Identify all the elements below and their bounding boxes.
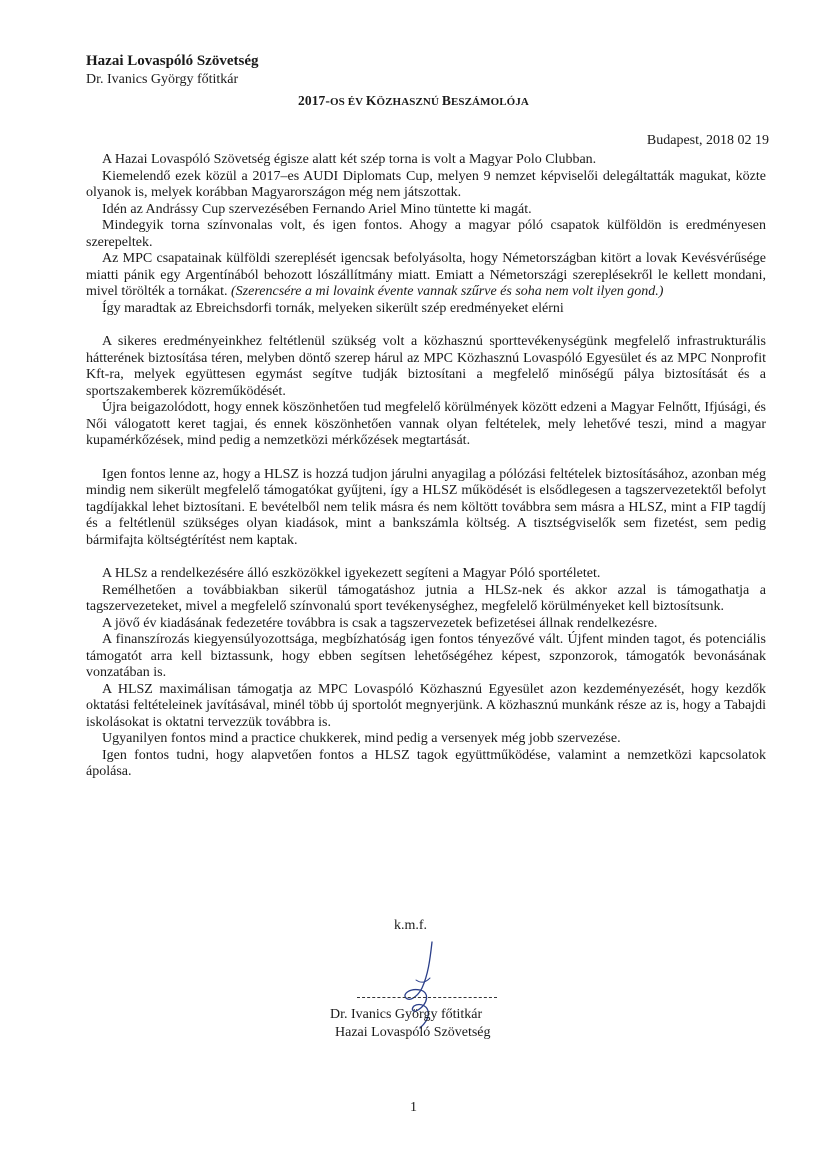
- paragraph: Igen fontos lenne az, hogy a HLSZ is hozzá tudjon járulni anyagilag a pólózási feltételek biztosításához, azonban még mindig nem sikerült megfelelő támogatókat gyűjteni, így a HLSZ működését is elsődlegesen a tagszervezetektől befolyt tagdíjakkal lehet biztosítani. E bevételből nem telik másra és nem költött továbbra sem másra a HLSZ, mint a FIP tagdíj és a feltétlenül szükséges olyan kiadások, mint a bankszámla költség. A tisztségviselők sem fizetést, sem pedig bármifajta költségtérítést nem kaptak.: [86, 466, 766, 548]
- paragraph: A sikeres eredményeinkhez feltétlenül szükség volt a közhasznú sporttevékenységünk megfelelő infrastrukturális hátterének biztosítása téren, melyben döntő szerep hárul az MPC Közhasznú Lovaspóló Egyesület és az MPC Nonprofit Kft-ra, melyek együttesen egymást segítve tudják biztosítani a megfelelő minőségű pálya biztosítását és a sportszakemberek közreműködését.: [86, 334, 766, 399]
- paragraph: A HLSZ maximálisan támogatja az MPC Lovaspóló Közhasznú Egyesület azon kezdeményezését, hogy kezdők oktatási feltételeinek javításával, minél több új sportolót megnyerjünk. A közhasznú munkánk része az is, hogy a Tabajdi iskolásokat is oktatni tervezzük továbbra is.: [86, 681, 766, 730]
- signer-organization: Hazai Lovaspóló Szövetség: [335, 1025, 491, 1040]
- paragraph: A finanszírozás kiegyensúlyozottsága, megbízhatóság igen fontos tényezővé vált. Újfent minden tagot, és potenciális támogatót arra kell biztassunk, hogy ebben segítsen lehetőségéhez képest, szponzorok, támogatók bevonásának vonzatában is.: [86, 632, 766, 680]
- paragraph: Ugyanilyen fontos mind a practice chukkerek, mind pedig a versenyek még jobb szervezése.: [102, 731, 621, 746]
- paragraph: A HLSz a rendelkezésére álló eszközökkel igyekezett segíteni a Magyar Póló sportéletet.: [102, 566, 601, 581]
- paragraph: Igen fontos tudni, hogy alapvetően fontos a HLSZ tagok együttműködése, valamint a nemzetközi kapcsolatok ápolása.: [86, 747, 766, 779]
- paragraph-text: Az MPC csapatainak külföldi szereplését igencsak befolyásolta, hogy Németországban kitört a lovak Kevésvérűsége miatti pánik egy Argentínából behozott lószállítmány miatt. Emiatt a Németországi szereplésekről le kellett mondani, mivel törölték a tornákat.: [86, 251, 766, 299]
- title-part: K: [365, 93, 377, 108]
- paragraph: [86, 251, 766, 301]
- title-part: 2017-: [298, 93, 330, 108]
- paragraph: Idén az Andrássy Cup szervezésében Fernando Ariel Mino tüntette ki magát.: [102, 201, 532, 217]
- paragraph: A Hazai Lovaspóló Szövetség égisze alatt két szép torna is volt a Magyar Polo Clubban.: [102, 152, 597, 167]
- document-date: Budapest, 2018 02 19: [646, 133, 769, 148]
- paragraph: Remélhetően a továbbiakban sikerül támogatáshoz jutnia a HLSz-nek és akkor azzal is támogathatja a tagszervezeteket, mivel a megfelelő színvonalú sport tevékenységhez, megfelelő körülményeket kell biztosítsunk.: [86, 582, 766, 614]
- title-part: ÖZHASZNÚ: [376, 96, 442, 108]
- document-title: [0, 93, 827, 109]
- paragraph-italic-note: (Szerencsére a mi lovaink évente vannak szűrve és soha nem volt ilyen gond.): [231, 284, 664, 299]
- paragraph: Mindegyik torna színvonalas volt, és igen fontos. Ahogy a magyar póló csapatok külföldön is eredményesen szerepeltek.: [86, 218, 766, 250]
- kmf-label: k.m.f.: [394, 918, 428, 933]
- title-part: OS ÉV: [330, 96, 366, 108]
- paragraph: Így maradtak az Ebreichsdorfi tornák, melyeken sikerült szép eredményeket elérni: [102, 300, 564, 316]
- paragraph: A jövő év kiadásának fedezetére továbbra is csak a tagszervezetek befizetései állnak rendelkezésre.: [102, 615, 658, 631]
- paragraph: Kiemelendő ezek közül a 2017–es AUDI Diplomats Cup, melyen 9 nemzet képviselői delegáltatták magukat, közte olyanok is, melyek korábban Magyarországon még nem játszottak.: [86, 168, 766, 200]
- letter-body: [86, 152, 766, 781]
- sender-name: Dr. Ivanics György főtitkár: [86, 72, 239, 87]
- title-part: ESZÁMOLÓJA: [450, 96, 529, 108]
- page-number: 1: [410, 1100, 417, 1115]
- title-part: B: [441, 93, 451, 108]
- organization-name: Hazai Lovaspóló Szövetség: [86, 53, 259, 69]
- paragraph: Újra beigazolódott, hogy ennek köszönhetően tud megfelelő körülmények között edzeni a Magyar Felnőtt, Ifjúsági, és Női válogatott keret tagjai, és ennek köszönhetően vannak olyan feltételek, mely lehetővé teszi, mind a magyar kupamérkőzések, mind pedig a nemzetközi mérkőzések megtartását.: [86, 400, 766, 448]
- signer-name: Dr. Ivanics György főtitkár: [330, 1007, 483, 1022]
- signature-line: [357, 997, 497, 998]
